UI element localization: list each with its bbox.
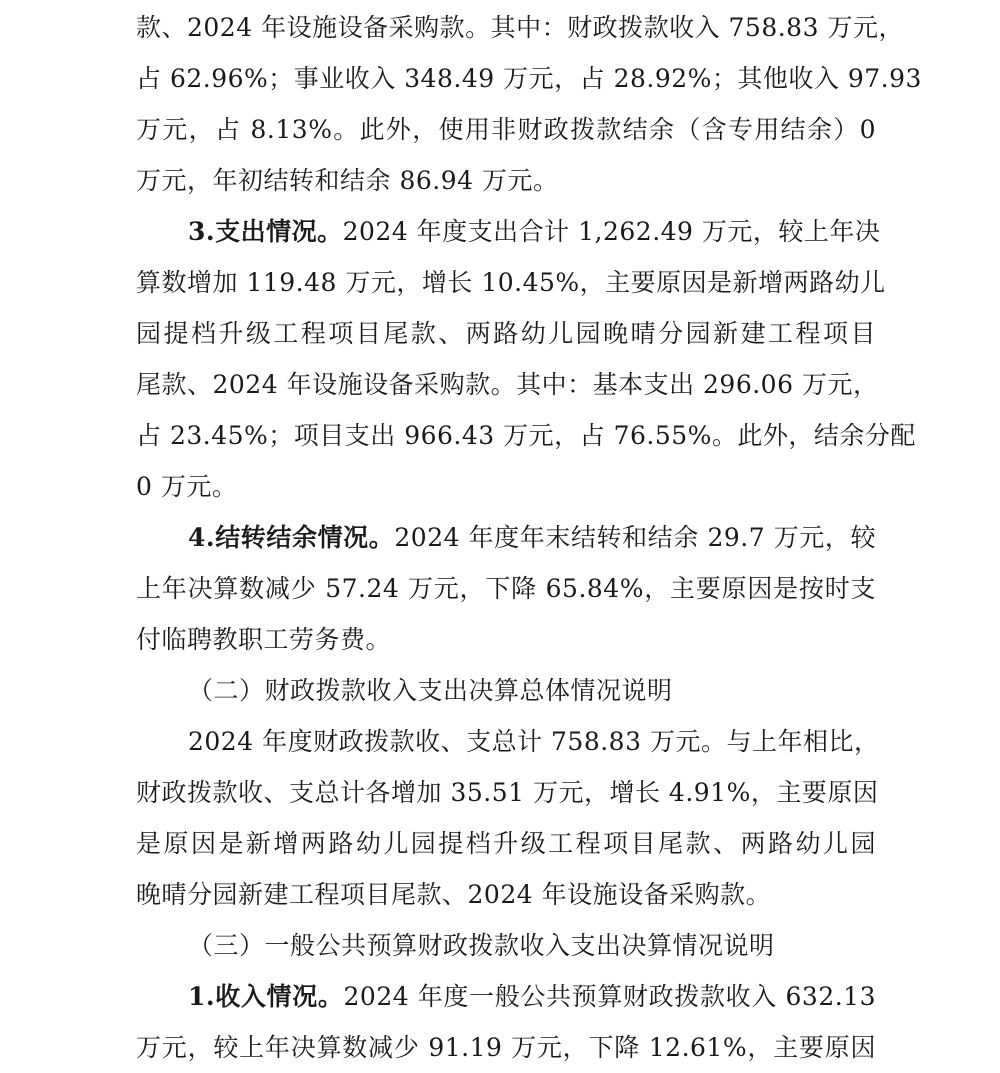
body-text-line: 付临聘教职工劳务费。 [136,625,392,654]
paragraph-first-line [136,971,876,1022]
paragraph-first-line [136,512,876,563]
body-text-line: 算数增加 119.48 万元，增长 10.45%，主要原因是新增两路幼儿 [136,268,886,297]
paragraph-heading: 4.结转结余情况。 [188,523,395,552]
body-text-line: 尾款、2024 年设施设备采购款。其中：基本支出 296.06 万元， [136,370,879,399]
paragraph-heading: 1.收入情况。 [188,982,344,1011]
body-text-line: 万元，占 8.13%。此外，使用非财政拨款结余（含专用结余）0 [136,115,876,144]
body-text-line: 财政拨款收、支总计各增加 35.51 万元，增长 4.91%，主要原因 [136,778,879,807]
paragraph-first-line: 2024 年度财政拨款收、支总计 758.83 万元。与上年相比， [188,727,880,756]
paragraph-heading: 3.支出情况。 [188,217,343,246]
section-title: （二）财政拨款收入支出决算总体情况说明 [188,676,673,705]
body-text-line: 0 万元。 [136,472,238,501]
document-page [136,0,922,1073]
body-text-line: 上年决算数减少 57.24 万元，下降 65.84%，主要原因是按时支 [136,574,876,603]
body-text: 2024 年度一般公共预算财政拨款收入 632.13 [343,982,876,1011]
body-text-line: 占 62.96%；事业收入 348.49 万元，占 28.92%；其他收入 97.93 [136,64,922,93]
paragraph-first-line [136,206,881,257]
body-text: 2024 年度年末结转和结余 29.7 万元，较 [394,523,876,552]
body-text-line: 万元，年初结转和结余 86.94 万元。 [136,166,559,195]
body-text-line: 款、2024 年设施设备采购款。其中：财政拨款收入 758.83 万元， [136,13,904,42]
section-title: （三）一般公共预算财政拨款收入支出决算情况说明 [188,931,775,960]
body-text-line: 是原因是新增两路幼儿园提档升级工程项目尾款、两路幼儿园 [136,829,876,858]
body-text-line: 晚晴分园新建工程项目尾款、2024 年设施设备采购款。 [136,880,772,909]
body-text-line: 占 23.45%；项目支出 966.43 万元，占 76.55%。此外，结余分配 [136,421,916,450]
body-text-line: 园提档升级工程项目尾款、两路幼儿园晚晴分园新建工程项目 [136,319,876,348]
body-text-line: 万元，较上年决算数减少 91.19 万元，下降 12.61%，主要原因 [136,1033,876,1062]
body-text: 2024 年度支出合计 1,262.49 万元，较上年决 [342,217,881,246]
